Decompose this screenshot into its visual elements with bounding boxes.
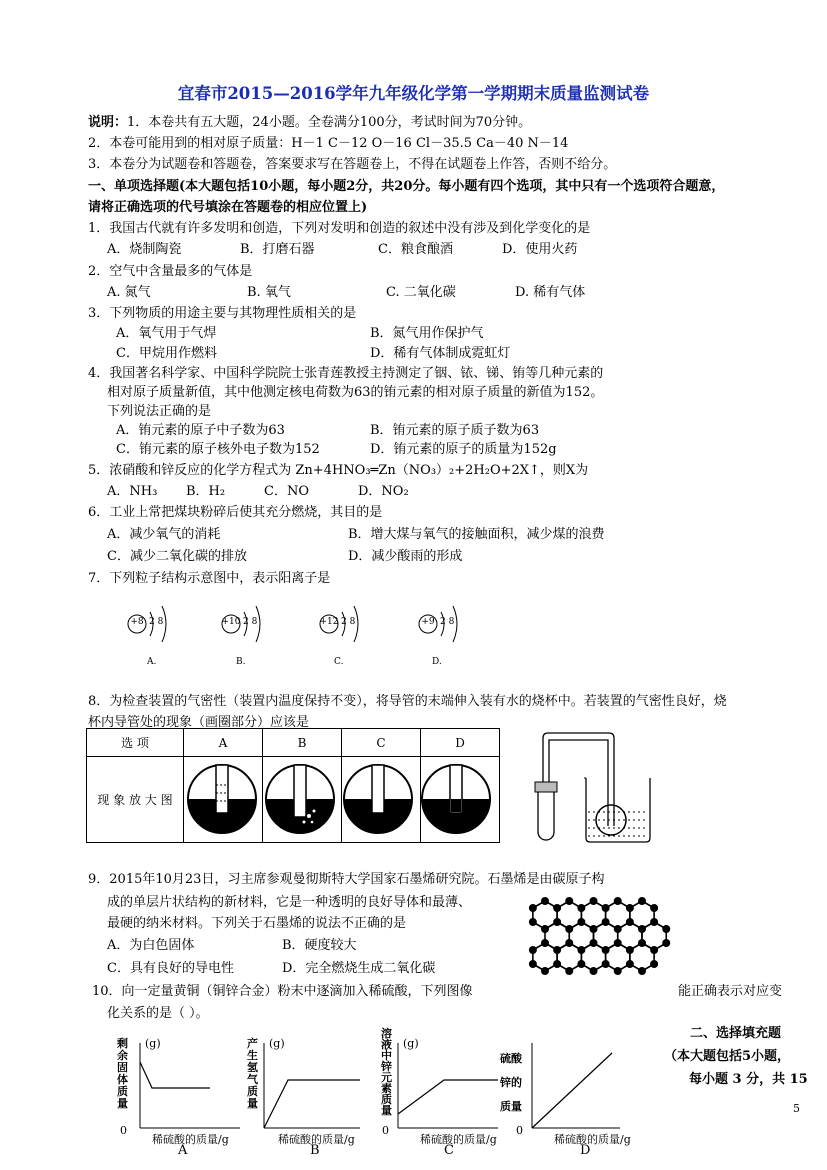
carbon-atom	[639, 968, 645, 974]
carbon-atom	[602, 919, 608, 925]
q4-stem-3: 下列说法正确的是	[107, 404, 212, 419]
q10-stem-1: 10．向一定量黄铜（铜锌合金）粉末中逐滴加入稀硫酸，下列图像	[92, 984, 473, 999]
carbon-atom	[590, 926, 596, 932]
carbon-atom	[590, 968, 596, 974]
q8-header-b: B	[263, 729, 342, 757]
carbon-atom	[615, 898, 621, 904]
carbon-atom	[651, 905, 657, 911]
atom-b-label: B.	[236, 657, 246, 667]
q6-option-b: B．增大煤与氧气的接触面积，减少煤的浪费	[348, 527, 605, 542]
carbon-atom	[590, 940, 596, 946]
carbon-atom	[542, 968, 548, 974]
graph-c-origin: 0	[382, 1124, 389, 1137]
carbon-atom	[663, 926, 669, 932]
atom-a-nucleus: +8	[130, 617, 144, 627]
graph-c-xlabel: 稀硫酸的质量/g	[420, 1133, 497, 1146]
q9-option-a: A．为白色固体	[107, 938, 195, 953]
graph-d-ylabel-1: 硫酸	[500, 1052, 522, 1065]
exam-title: 宜春市2015—2016学年九年级化学第一学期期末质量监测试卷	[177, 84, 650, 103]
carbon-atom	[578, 905, 584, 911]
carbon-atom	[602, 961, 608, 967]
carbon-atom	[651, 919, 657, 925]
q9-stem-3: 最硬的纳米材料。下列关于石墨烯的说法不正确的是	[107, 916, 407, 931]
q10-stem-1b: 能正确表示对应变	[678, 984, 783, 999]
page-number: 5	[793, 1102, 800, 1115]
q3-option-c: C．甲烷用作燃料	[116, 346, 217, 361]
section1-heading: 一、单项选择题(本大题包括10小题，每小题2分，共20分。每小题有四个选项，其中只有一个选项符合题意，	[88, 179, 725, 194]
graph-d-origin: 0	[516, 1124, 523, 1137]
carbon-atom	[530, 905, 536, 911]
q5-option-a: A．NH₃	[107, 484, 158, 499]
carbon-atom	[530, 947, 536, 953]
carbon-atom	[542, 926, 548, 932]
carbon-atom	[554, 905, 560, 911]
q9-option-c: C．具有良好的导电性	[107, 961, 234, 976]
carbon-atom	[627, 905, 633, 911]
q3-option-a: A．氧气用于气焊	[116, 326, 217, 341]
q5-option-c: C．NO	[264, 484, 309, 499]
atom-d-shells: 2 8	[440, 617, 455, 627]
q9-stem-1: 9．2015年10月23日，习主席参观曼彻斯特大学国家石墨烯研究院。石墨烯是由碳原子构	[88, 872, 605, 887]
carbon-atom	[627, 947, 633, 953]
q5-option-d: D．NO₂	[358, 484, 409, 499]
q4-option-b: B．铕元素的原子质子数为63	[370, 423, 540, 438]
carbon-atom	[639, 898, 645, 904]
q5-option-b: B．H₂	[186, 484, 226, 499]
section1-heading-cont: 请将正确选项的代号填涂在答题卷的相应位置上)	[88, 200, 368, 215]
magnified-view-c	[342, 765, 414, 839]
carbon-atom	[615, 968, 621, 974]
q6-option-d: D．减少酸雨的形成	[348, 549, 463, 564]
q2-option-a: A. 氮气	[107, 285, 151, 300]
carbon-atom	[578, 919, 584, 925]
carbon-atom	[530, 919, 536, 925]
carbon-atom	[542, 940, 548, 946]
atom-d-nucleus: +9	[421, 617, 435, 627]
carbon-atom	[639, 940, 645, 946]
atom-b-shells: 2 8	[243, 617, 258, 627]
q3-option-b: B．氮气用作保护气	[370, 326, 484, 341]
carbon-atom	[627, 961, 633, 967]
q4-option-d: D．铕元素的原子的质量为152g	[370, 442, 557, 457]
carbon-atom	[602, 905, 608, 911]
graph-a-unit: (g)	[145, 1037, 161, 1050]
notes-line-3: 3．本卷分为试题卷和答题卷，答案要求写在答题卷上，不得在试题卷上作答，否则不给分。	[88, 157, 617, 172]
q1-option-b: B．打磨石器	[240, 242, 315, 257]
q8-row-header: 现 象 放 大 图	[87, 757, 184, 843]
carbon-atom	[602, 947, 608, 953]
carbon-atom	[554, 947, 560, 953]
atom-c-nucleus: +12	[319, 617, 339, 627]
carbon-atom	[615, 926, 621, 932]
q6-option-a: A．减少氧气的消耗	[107, 527, 221, 542]
q1-option-a: A．烧制陶瓷	[107, 242, 182, 257]
q9-option-b: B．硬度较大	[282, 938, 357, 953]
magnified-view-a	[186, 765, 258, 839]
atom-c-label: C.	[334, 657, 344, 667]
graph-d-ylabel-3: 质量	[500, 1100, 522, 1113]
graph-d-label: D	[580, 1143, 591, 1158]
carbon-atom	[651, 947, 657, 953]
carbon-atom	[554, 919, 560, 925]
graph-b-label: B	[310, 1143, 320, 1158]
graphene-lattice	[530, 898, 670, 974]
q8-header-d: D	[421, 729, 500, 757]
graph-b-xlabel: 稀硫酸的质量/g	[278, 1133, 355, 1146]
graph-d	[532, 1043, 620, 1128]
carbon-atom	[530, 961, 536, 967]
graph-c-unit: (g)	[403, 1037, 419, 1050]
section2-heading: 二、选择填充题	[690, 1026, 782, 1041]
carbon-atom	[627, 919, 633, 925]
graph-c-ylabel: 溶液中锌元素质量	[381, 1027, 392, 1117]
q4-option-c: C．铕元素的原子核外电子数为152	[116, 442, 320, 457]
carbon-atom	[554, 961, 560, 967]
graph-a-origin: 0	[120, 1124, 127, 1137]
notes-line-1: 说明：1．本卷共有五大题，24小题。全卷满分100分，考试时间为70分钟。	[88, 115, 532, 130]
magnified-view-d	[420, 765, 492, 839]
q8-stem-1: 8．为检查装置的气密性（装置内温度保持不变），将导管的末端伸入装有水的烧杯中。若装置的气密性良好，烧	[88, 694, 727, 709]
q10-stem-2: 化关系的是（ ）。	[107, 1006, 209, 1021]
q4-stem-2: 相对原子质量新值，其中他测定核电荷数为63的铕元素的相对原子质量的新值为152。	[107, 385, 604, 400]
q4-stem-1: 4．我国著名科学家、中国科学院院士张青莲教授主持测定了铟、铱、锑、铕等几种元素的	[88, 366, 604, 381]
q2-option-b: B. 氧气	[247, 285, 291, 300]
magnified-view-b	[264, 765, 336, 839]
carbon-atom	[566, 926, 572, 932]
carbon-atom	[578, 961, 584, 967]
graph-a	[140, 1043, 240, 1128]
q2-option-c: C. 二氧化碳	[386, 285, 456, 300]
graph-a-label: A	[178, 1143, 188, 1158]
graph-a-xlabel: 稀硫酸的质量/g	[152, 1133, 229, 1146]
q1-option-d: D．使用火药	[502, 242, 578, 257]
q4-option-a: A．铕元素的原子中子数为63	[116, 423, 285, 438]
q2-option-d: D. 稀有气体	[515, 285, 586, 300]
carbon-atom	[651, 961, 657, 967]
section2-heading-2: （本大题包括5小题，	[664, 1049, 791, 1064]
q1-option-c: C．粮食酿酒	[378, 242, 453, 257]
graph-a-ylabel: 剩余固体质量	[117, 1037, 128, 1110]
q6-stem: 6．工业上常把煤块粉碎后使其充分燃烧，其目的是	[88, 505, 383, 520]
carbon-atom	[578, 947, 584, 953]
carbon-atom	[566, 968, 572, 974]
carbon-atom	[542, 898, 548, 904]
carbon-atom	[566, 940, 572, 946]
carbon-atom	[639, 926, 645, 932]
q3-stem: 3．下列物质的用途主要与其物理性质相关的是	[88, 306, 357, 321]
section2-heading-3: 每小题 3 分，共 15	[689, 1072, 808, 1087]
graph-c-label: C	[444, 1143, 454, 1158]
q3-option-d: D．稀有气体制成霓虹灯	[370, 346, 511, 361]
q5-stem: 5．浓硝酸和锌反应的化学方程式为 Zn+4HNO₃═Zn（NO₃）₂+2H₂O+2X↑，则X为	[88, 463, 589, 478]
graph-b-unit: (g)	[269, 1037, 285, 1050]
graph-d-xlabel: 稀硫酸的质量/g	[554, 1133, 631, 1146]
q8-col-header: 选 项	[87, 729, 184, 757]
carbon-atom	[590, 898, 596, 904]
atom-a-label: A.	[147, 657, 157, 667]
apparatus-diagram	[535, 733, 650, 842]
graph-d-ylabel-2: 锌的	[500, 1076, 522, 1089]
graph-b	[264, 1043, 360, 1128]
q8-header-c: C	[342, 729, 421, 757]
atom-c-shells: 2 8	[341, 617, 356, 627]
notes-line-2: 2．本卷可能用到的相对原子质量：H－1 C－12 O－16 Cl－35.5 Ca－40 N－14	[88, 136, 569, 151]
q9-option-d: D．完全燃烧生成二氧化碳	[282, 961, 436, 976]
graph-b-ylabel: 产生氢气质量	[247, 1037, 258, 1110]
q2-stem: 2．空气中含量最多的气体是	[88, 264, 253, 279]
q6-option-c: C．减少二氧化碳的排放	[107, 549, 247, 564]
q8-header-a: A	[184, 729, 263, 757]
carbon-atom	[615, 940, 621, 946]
atom-d-label: D.	[432, 657, 442, 667]
atom-a-shells: 2 8	[149, 617, 164, 627]
atom-b-nucleus: +10	[221, 617, 241, 627]
carbon-atom	[566, 898, 572, 904]
q8-stem-2: 杯内导管处的现象（画圈部分）应该是	[88, 715, 310, 730]
q9-stem-2: 成的单层片状结构的新材料，它是一种透明的良好导体和最薄、	[107, 895, 472, 910]
q1-stem: 1．我国古代就有许多发明和创造，下列对发明和创造的叙述中没有涉及到化学变化的是	[88, 221, 591, 236]
carbon-atom	[663, 940, 669, 946]
q7-stem: 7．下列粒子结构示意图中，表示阳离子是	[88, 571, 331, 586]
graph-c	[398, 1043, 498, 1128]
